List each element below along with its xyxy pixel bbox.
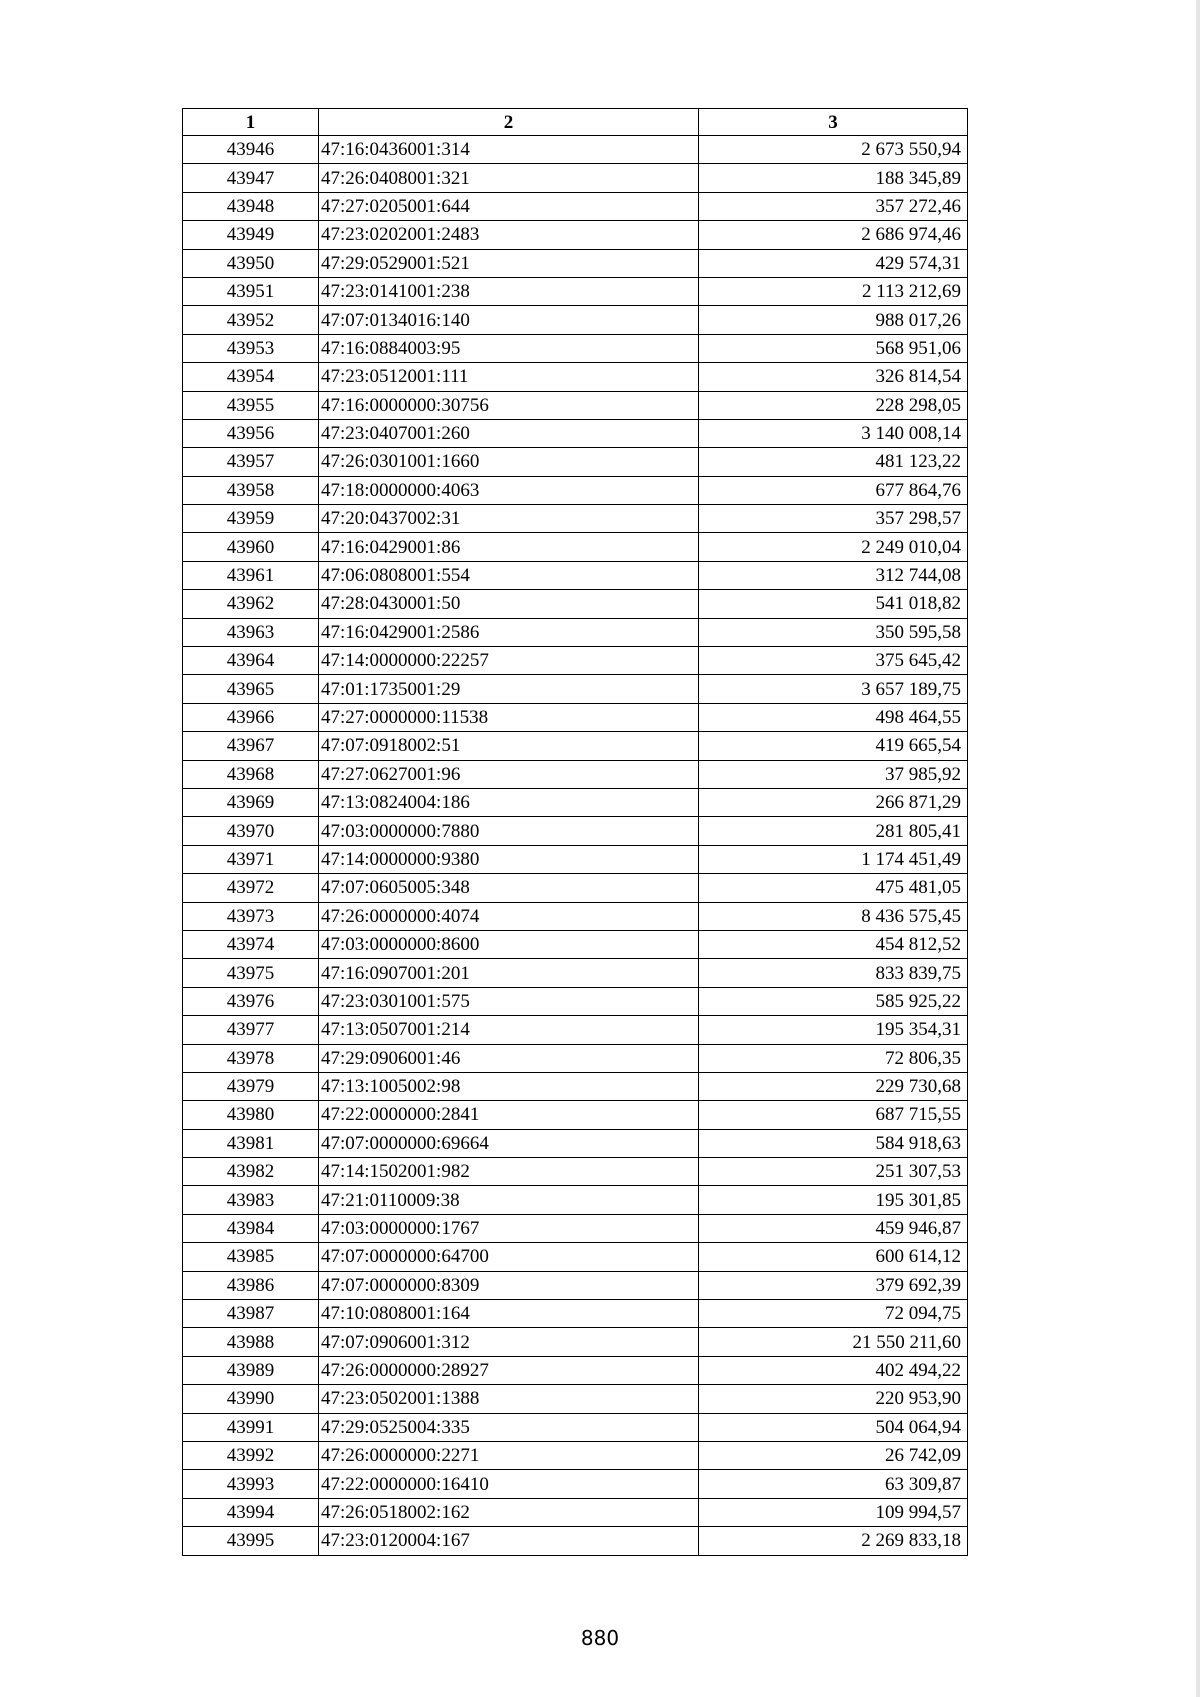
row-number-cell: 43975 <box>183 959 319 987</box>
table-row <box>183 419 968 447</box>
cadastral-value-cell: 195 301,85 <box>699 1186 968 1214</box>
row-number-cell: 43968 <box>183 760 319 788</box>
row-number-cell: 43973 <box>183 902 319 930</box>
table-row <box>183 590 968 618</box>
row-number-cell: 43987 <box>183 1300 319 1328</box>
table-row <box>183 136 968 164</box>
cadastral-number-cell: 47:26:0301001:1660 <box>319 448 699 476</box>
cadastral-number-cell: 47:07:0906001:312 <box>319 1328 699 1356</box>
row-number-cell: 43970 <box>183 817 319 845</box>
row-number-cell: 43991 <box>183 1413 319 1441</box>
cadastral-value-cell: 585 925,22 <box>699 987 968 1015</box>
row-number-cell: 43955 <box>183 391 319 419</box>
cadastral-value-cell: 541 018,82 <box>699 590 968 618</box>
cadastral-value-cell: 2 249 010,04 <box>699 533 968 561</box>
cadastral-value-cell: 109 994,57 <box>699 1498 968 1526</box>
row-number-cell: 43946 <box>183 136 319 164</box>
cadastral-value-cell: 8 436 575,45 <box>699 902 968 930</box>
cadastral-value-cell: 568 951,06 <box>699 334 968 362</box>
page-number: 880 <box>580 1626 620 1650</box>
cadastral-number-cell: 47:10:0808001:164 <box>319 1300 699 1328</box>
row-number-cell: 43956 <box>183 419 319 447</box>
cadastral-number-cell: 47:16:0429001:2586 <box>319 618 699 646</box>
row-number-cell: 43985 <box>183 1243 319 1271</box>
cadastral-value-cell: 504 064,94 <box>699 1413 968 1441</box>
table-row <box>183 1328 968 1356</box>
table-row <box>183 561 968 589</box>
cadastral-value-cell: 419 665,54 <box>699 732 968 760</box>
row-number-cell: 43971 <box>183 845 319 873</box>
row-number-cell: 43953 <box>183 334 319 362</box>
row-number-cell: 43982 <box>183 1158 319 1186</box>
cadastral-number-cell: 47:26:0518002:162 <box>319 1498 699 1526</box>
row-number-cell: 43954 <box>183 363 319 391</box>
cadastral-number-cell: 47:27:0000000:11538 <box>319 703 699 731</box>
cadastral-value-cell: 229 730,68 <box>699 1072 968 1100</box>
row-number-cell: 43992 <box>183 1441 319 1469</box>
cadastral-value-cell: 63 309,87 <box>699 1470 968 1498</box>
table-row <box>183 817 968 845</box>
cadastral-number-cell: 47:23:0512001:111 <box>319 363 699 391</box>
row-number-cell: 43994 <box>183 1498 319 1526</box>
cadastral-number-cell: 47:03:0000000:1767 <box>319 1214 699 1242</box>
cadastral-number-cell: 47:29:0906001:46 <box>319 1044 699 1072</box>
table-row <box>183 1243 968 1271</box>
row-number-cell: 43967 <box>183 732 319 760</box>
table-row <box>183 1498 968 1526</box>
cadastral-value-cell: 988 017,26 <box>699 306 968 334</box>
table-row <box>183 618 968 646</box>
cadastral-value-cell: 600 614,12 <box>699 1243 968 1271</box>
cadastral-number-cell: 47:03:0000000:8600 <box>319 930 699 958</box>
table-row <box>183 732 968 760</box>
table-row <box>183 1385 968 1413</box>
cadastral-value-cell: 677 864,76 <box>699 476 968 504</box>
cadastral-value-cell: 2 113 212,69 <box>699 277 968 305</box>
table-row <box>183 1356 968 1384</box>
cadastral-value-cell: 72 094,75 <box>699 1300 968 1328</box>
cadastral-number-cell: 47:26:0000000:4074 <box>319 902 699 930</box>
table-row <box>183 448 968 476</box>
row-number-cell: 43951 <box>183 277 319 305</box>
row-number-cell: 43947 <box>183 164 319 192</box>
cadastral-number-cell: 47:23:0407001:260 <box>319 419 699 447</box>
table-row <box>183 1158 968 1186</box>
cadastral-value-cell: 379 692,39 <box>699 1271 968 1299</box>
cadastral-number-cell: 47:26:0000000:28927 <box>319 1356 699 1384</box>
page-edge <box>1196 0 1200 1697</box>
table-row <box>183 1214 968 1242</box>
cadastral-value-cell: 475 481,05 <box>699 874 968 902</box>
header-row <box>183 109 968 136</box>
table-row <box>183 505 968 533</box>
column-header-2: 2 <box>319 109 699 136</box>
table-row <box>183 1044 968 1072</box>
cadastral-value-cell: 687 715,55 <box>699 1101 968 1129</box>
cadastral-number-cell: 47:07:0918002:51 <box>319 732 699 760</box>
table-row <box>183 788 968 816</box>
table-row <box>183 1101 968 1129</box>
row-number-cell: 43981 <box>183 1129 319 1157</box>
row-number-cell: 43984 <box>183 1214 319 1242</box>
table-row <box>183 1413 968 1441</box>
cadastral-value-cell: 454 812,52 <box>699 930 968 958</box>
table-row <box>183 874 968 902</box>
cadastral-number-cell: 47:07:0000000:64700 <box>319 1243 699 1271</box>
cadastral-number-cell: 47:29:0529001:521 <box>319 249 699 277</box>
cadastral-value-cell: 402 494,22 <box>699 1356 968 1384</box>
cadastral-number-cell: 47:23:0141001:238 <box>319 277 699 305</box>
row-number-cell: 43963 <box>183 618 319 646</box>
table-row <box>183 760 968 788</box>
row-number-cell: 43950 <box>183 249 319 277</box>
row-number-cell: 43983 <box>183 1186 319 1214</box>
cadastral-number-cell: 47:13:0507001:214 <box>319 1016 699 1044</box>
cadastral-value-cell: 37 985,92 <box>699 760 968 788</box>
cadastral-number-cell: 47:01:1735001:29 <box>319 675 699 703</box>
cadastral-value-cell: 350 595,58 <box>699 618 968 646</box>
cadastral-number-cell: 47:23:0120004:167 <box>319 1527 699 1555</box>
cadastral-value-cell: 584 918,63 <box>699 1129 968 1157</box>
cadastral-value-cell: 375 645,42 <box>699 647 968 675</box>
cadastral-number-cell: 47:22:0000000:2841 <box>319 1101 699 1129</box>
cadastral-number-cell: 47:26:0000000:2271 <box>319 1441 699 1469</box>
table-row <box>183 249 968 277</box>
row-number-cell: 43957 <box>183 448 319 476</box>
row-number-cell: 43989 <box>183 1356 319 1384</box>
table-row <box>183 363 968 391</box>
row-number-cell: 43995 <box>183 1527 319 1555</box>
cadastral-number-cell: 47:13:1005002:98 <box>319 1072 699 1100</box>
cadastral-number-cell: 47:16:0436001:314 <box>319 136 699 164</box>
table-row <box>183 1016 968 1044</box>
cadastral-number-cell: 47:26:0408001:321 <box>319 164 699 192</box>
cadastral-number-cell: 47:14:0000000:22257 <box>319 647 699 675</box>
cadastral-value-cell: 326 814,54 <box>699 363 968 391</box>
table-header <box>183 109 968 136</box>
row-number-cell: 43966 <box>183 703 319 731</box>
row-number-cell: 43972 <box>183 874 319 902</box>
row-number-cell: 43988 <box>183 1328 319 1356</box>
cadastral-number-cell: 47:07:0134016:140 <box>319 306 699 334</box>
cadastral-value-cell: 188 345,89 <box>699 164 968 192</box>
cadastral-number-cell: 47:07:0000000:8309 <box>319 1271 699 1299</box>
cadastral-number-cell: 47:06:0808001:554 <box>319 561 699 589</box>
cadastral-value-cell: 228 298,05 <box>699 391 968 419</box>
cadastral-value-cell: 429 574,31 <box>699 249 968 277</box>
table-row <box>183 334 968 362</box>
table-row <box>183 703 968 731</box>
cadastral-number-cell: 47:18:0000000:4063 <box>319 476 699 504</box>
cadastral-value-cell: 2 269 833,18 <box>699 1527 968 1555</box>
table-row <box>183 1129 968 1157</box>
cadastral-value-cell: 21 550 211,60 <box>699 1328 968 1356</box>
table-row <box>183 1072 968 1100</box>
cadastral-value-cell: 459 946,87 <box>699 1214 968 1242</box>
table-row <box>183 1527 968 1555</box>
row-number-cell: 43977 <box>183 1016 319 1044</box>
cadastral-number-cell: 47:14:0000000:9380 <box>319 845 699 873</box>
cadastral-number-cell: 47:29:0525004:335 <box>319 1413 699 1441</box>
cadastral-number-cell: 47:28:0430001:50 <box>319 590 699 618</box>
column-header-3: 3 <box>699 109 968 136</box>
table-row <box>183 1186 968 1214</box>
cadastral-value-cell: 2 686 974,46 <box>699 221 968 249</box>
row-number-cell: 43958 <box>183 476 319 504</box>
cadastral-value-cell: 266 871,29 <box>699 788 968 816</box>
cadastral-value-cell: 220 953,90 <box>699 1385 968 1413</box>
cadastral-value-cell: 2 673 550,94 <box>699 136 968 164</box>
cadastral-number-cell: 47:16:0907001:201 <box>319 959 699 987</box>
cadastral-number-cell: 47:23:0502001:1388 <box>319 1385 699 1413</box>
cadastral-number-cell: 47:21:0110009:38 <box>319 1186 699 1214</box>
row-number-cell: 43976 <box>183 987 319 1015</box>
table-row <box>183 391 968 419</box>
cadastral-number-cell: 47:23:0202001:2483 <box>319 221 699 249</box>
cadastral-value-table <box>182 108 968 1556</box>
row-number-cell: 43965 <box>183 675 319 703</box>
cadastral-value-cell: 26 742,09 <box>699 1441 968 1469</box>
cadastral-number-cell: 47:14:1502001:982 <box>319 1158 699 1186</box>
table-row <box>183 902 968 930</box>
row-number-cell: 43986 <box>183 1271 319 1299</box>
table-row <box>183 1441 968 1469</box>
table-row <box>183 1470 968 1498</box>
table-row <box>183 164 968 192</box>
cadastral-number-cell: 47:13:0824004:186 <box>319 788 699 816</box>
table-body <box>183 136 968 1556</box>
cadastral-number-cell: 47:16:0884003:95 <box>319 334 699 362</box>
table-row <box>183 930 968 958</box>
cadastral-number-cell: 47:27:0205001:644 <box>319 192 699 220</box>
cadastral-value-cell: 312 744,08 <box>699 561 968 589</box>
table-row <box>183 221 968 249</box>
cadastral-value-cell: 833 839,75 <box>699 959 968 987</box>
table-row <box>183 192 968 220</box>
cadastral-number-cell: 47:20:0437002:31 <box>319 505 699 533</box>
cadastral-value-cell: 498 464,55 <box>699 703 968 731</box>
cadastral-number-cell: 47:16:0429001:86 <box>319 533 699 561</box>
table-row <box>183 675 968 703</box>
table-row <box>183 647 968 675</box>
cadastral-value-cell: 3 657 189,75 <box>699 675 968 703</box>
row-number-cell: 43962 <box>183 590 319 618</box>
cadastral-number-cell: 47:07:0000000:69664 <box>319 1129 699 1157</box>
cadastral-number-cell: 47:23:0301001:575 <box>319 987 699 1015</box>
row-number-cell: 43974 <box>183 930 319 958</box>
row-number-cell: 43949 <box>183 221 319 249</box>
row-number-cell: 43990 <box>183 1385 319 1413</box>
cadastral-value-cell: 195 354,31 <box>699 1016 968 1044</box>
row-number-cell: 43948 <box>183 192 319 220</box>
cadastral-value-cell: 3 140 008,14 <box>699 419 968 447</box>
cadastral-number-cell: 47:07:0605005:348 <box>319 874 699 902</box>
row-number-cell: 43969 <box>183 788 319 816</box>
table-row <box>183 277 968 305</box>
table-row <box>183 476 968 504</box>
cadastral-value-cell: 481 123,22 <box>699 448 968 476</box>
row-number-cell: 43980 <box>183 1101 319 1129</box>
row-number-cell: 43964 <box>183 647 319 675</box>
table-row <box>183 533 968 561</box>
cadastral-number-cell: 47:16:0000000:30756 <box>319 391 699 419</box>
table-row <box>183 306 968 334</box>
table-row <box>183 845 968 873</box>
row-number-cell: 43979 <box>183 1072 319 1100</box>
cadastral-value-cell: 251 307,53 <box>699 1158 968 1186</box>
row-number-cell: 43959 <box>183 505 319 533</box>
row-number-cell: 43961 <box>183 561 319 589</box>
row-number-cell: 43960 <box>183 533 319 561</box>
cadastral-number-cell: 47:03:0000000:7880 <box>319 817 699 845</box>
column-header-1: 1 <box>183 109 319 136</box>
cadastral-value-cell: 357 298,57 <box>699 505 968 533</box>
table-row <box>183 959 968 987</box>
cadastral-value-cell: 281 805,41 <box>699 817 968 845</box>
table-row <box>183 987 968 1015</box>
table-row <box>183 1271 968 1299</box>
cadastral-number-cell: 47:22:0000000:16410 <box>319 1470 699 1498</box>
cadastral-value-cell: 357 272,46 <box>699 192 968 220</box>
row-number-cell: 43952 <box>183 306 319 334</box>
row-number-cell: 43993 <box>183 1470 319 1498</box>
cadastral-number-cell: 47:27:0627001:96 <box>319 760 699 788</box>
cadastral-value-cell: 72 806,35 <box>699 1044 968 1072</box>
table-row <box>183 1300 968 1328</box>
cadastral-value-cell: 1 174 451,49 <box>699 845 968 873</box>
row-number-cell: 43978 <box>183 1044 319 1072</box>
